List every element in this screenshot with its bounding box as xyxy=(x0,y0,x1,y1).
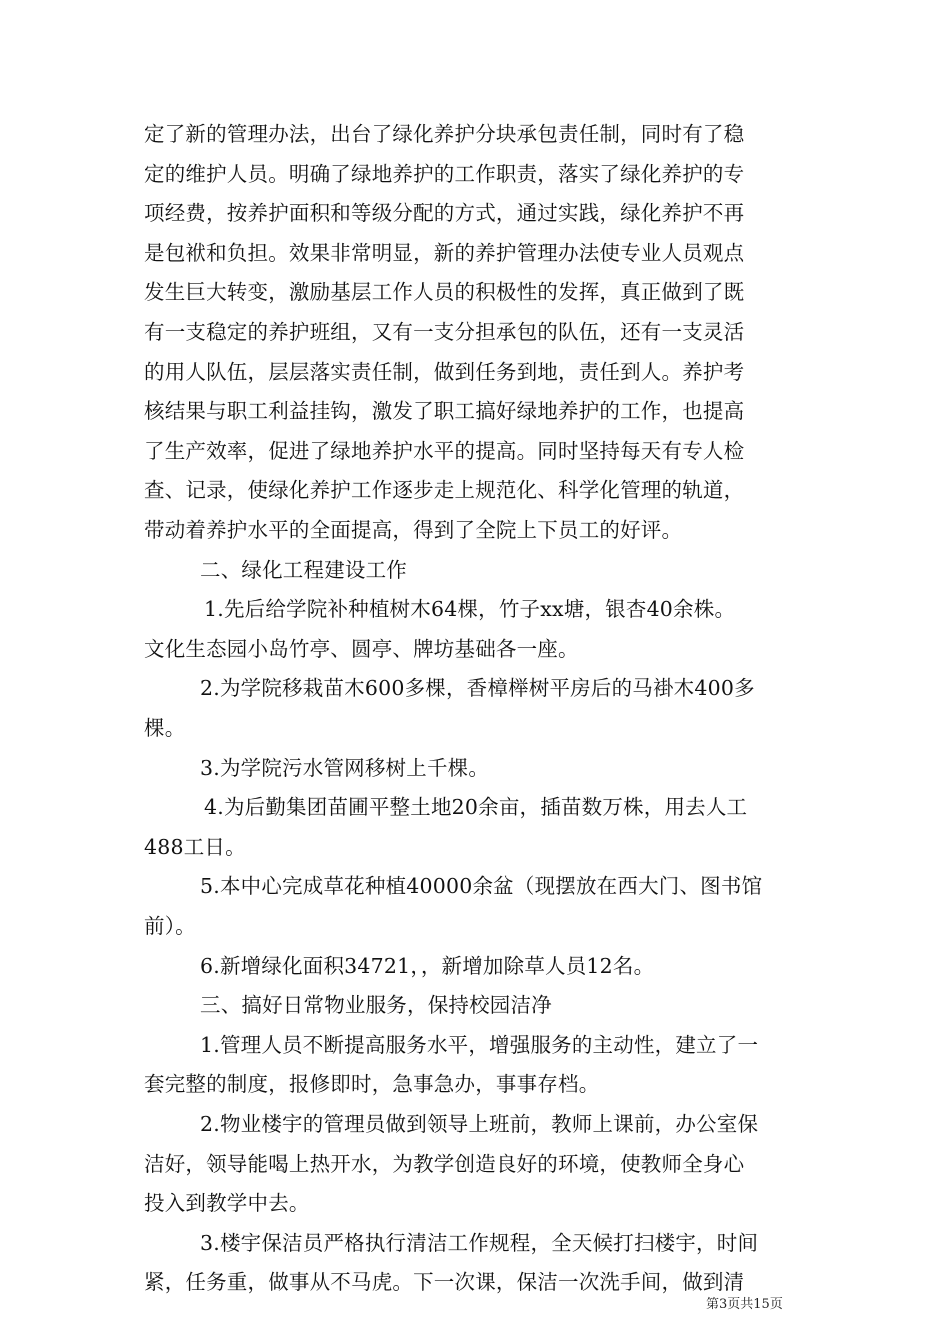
list-item-line: 6.新增绿化面积34721，，新增加除草人员12名。 xyxy=(200,953,655,978)
paragraph-line: 套完整的制度，报修即时，急事急办，事事存档。 xyxy=(144,1072,600,1097)
paragraph-line: 紧，任务重，做事从不马虎。下一次课，保洁一次洗手间，做到清 xyxy=(144,1270,745,1295)
paragraph-line: 了生产效率，促进了绿地养护水平的提高。同时坚持每天有专人检 xyxy=(144,438,745,463)
paragraph-line: 洁好，领导能喝上热开水，为教学创造良好的环境，使教师全身心 xyxy=(144,1151,745,1176)
list-item-line: 2.为学院移栽苗木600多棵，香樟榉树平房后的马褂木400多 xyxy=(200,676,755,701)
paragraph-line: 棵。 xyxy=(144,716,186,740)
paragraph-line: 文化生态园小岛竹亭、圆亭、牌坊基础各一座。 xyxy=(144,636,579,661)
paragraph-line: 投入到教学中去。 xyxy=(144,1191,310,1216)
paragraph-line: 前）。 xyxy=(144,914,196,938)
paragraph-line: 带动着养护水平的全面提高，得到了全院上下员工的好评。 xyxy=(144,518,683,542)
list-item-line: 3.楼宇保洁员严格执行清洁工作规程，全天候打扫楼宇，时间 xyxy=(200,1230,759,1255)
paragraph-line: 项经费，按养护面积和等级分配的方式，通过实践，绿化养护不再 xyxy=(144,201,745,226)
list-item-line: 1.管理人员不断提高服务水平，增强服务的主动性，建立了一 xyxy=(200,1032,759,1057)
page-number-footer: 第3页共15页 xyxy=(706,1297,783,1312)
list-item-line: 5.本中心完成草花种植40000余盆（现摆放在西大门、图书馆 xyxy=(200,874,763,899)
paragraph-line: 定的维护人员。明确了绿地养护的工作职责，落实了绿化养护的专 xyxy=(144,161,745,186)
list-item-line: 3.为学院污水管网移树上千棵。 xyxy=(200,755,490,780)
list-item-line: 1.先后给学院补种植树木64棵，竹子xx塘，银杏40余株。 xyxy=(204,597,736,622)
paragraph-line: 488工日。 xyxy=(144,834,246,859)
paragraph-line: 定了新的管理办法，出台了绿化养护分块承包责任制，同时有了稳 xyxy=(144,122,745,146)
paragraph-line: 的用人队伍，层层落实责任制，做到任务到地，责任到人。养护考 xyxy=(144,359,745,384)
section-heading: 三、搞好日常物业服务，保持校园洁净 xyxy=(200,993,552,1018)
paragraph-line: 发生巨大转变，激励基层工作人员的积极性的发挥，真正做到了既 xyxy=(144,280,745,305)
section-heading: 二、绿化工程建设工作 xyxy=(200,557,407,582)
list-item-line: 4.为后勤集团苗圃平整土地20余亩，插苗数万株，用去人工 xyxy=(204,795,748,820)
paragraph-line: 有一支稳定的养护班组，又有一支分担承包的队伍，还有一支灵活 xyxy=(144,320,745,344)
list-item-line: 2.物业楼宇的管理员做到领导上班前，教师上课前，办公室保 xyxy=(200,1112,759,1136)
paragraph-line: 查、记录，使绿化养护工作逐步走上规范化、科学化管理的轨道， xyxy=(144,478,745,503)
paragraph-line: 核结果与职工利益挂钩，激发了职工搞好绿地养护的工作，也提高 xyxy=(144,399,745,424)
paragraph-line: 是包袱和负担。效果非常明显，新的养护管理办法使专业人员观点 xyxy=(144,240,745,265)
